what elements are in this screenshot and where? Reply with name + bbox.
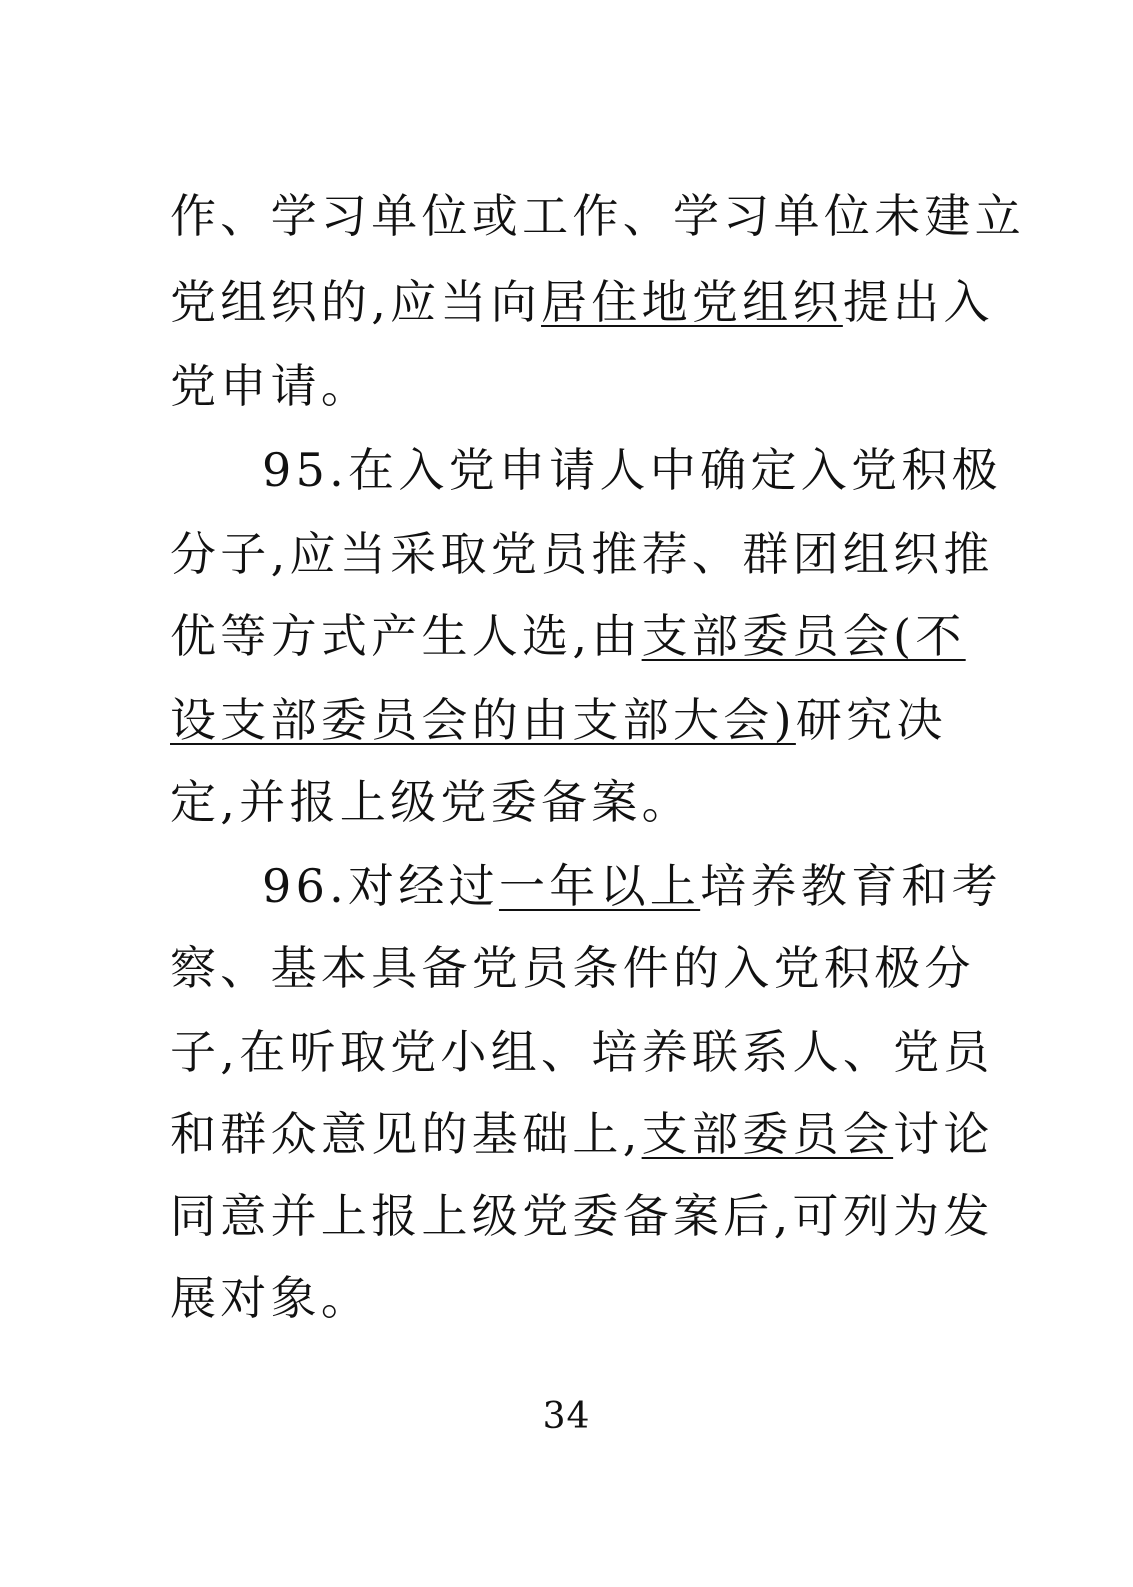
paragraph-line (170, 938, 975, 998)
text-segment: 子,在听取党小组、培养联系人、党员 (170, 1025, 994, 1079)
article-96-first-line (262, 856, 1002, 916)
text-segment: 96.对经过 (262, 859, 499, 913)
underlined-term: 一年以上 (498, 859, 701, 913)
paragraph-line (170, 524, 994, 584)
paragraph-line (170, 356, 955, 416)
underlined-term: 支部委员会(不 (641, 609, 966, 663)
text-segment: 展对象。 (170, 1271, 372, 1325)
underlined-term: 支部委员会 (641, 1107, 894, 1161)
paragraph-line (170, 772, 955, 832)
paragraph-line (170, 690, 955, 750)
text-segment: 同意并上报上级党委备案后,可列为发 (170, 1189, 994, 1243)
text-segment: 党申请。 (170, 359, 372, 413)
page-number: 34 (542, 1396, 591, 1437)
text-segment: 提出入 (842, 275, 994, 329)
paragraph-line (170, 186, 1026, 246)
text-segment: 分子,应当采取党员推荐、群团组织推 (170, 527, 994, 581)
text-segment: 研究决 (795, 693, 947, 747)
paragraph-line (170, 1186, 994, 1246)
text-segment: 定,并报上级党委备案。 (170, 775, 692, 829)
underlined-term: 居住地党组织 (541, 275, 843, 329)
underlined-term: 设支部委员会的由支部大会) (170, 693, 796, 747)
text-segment: 优等方式产生人选,由 (170, 609, 642, 663)
paragraph-line (170, 272, 994, 332)
text-segment: 作、学习单位或工作、学习单位未建立 (170, 189, 1026, 243)
paragraph-line (170, 606, 966, 666)
text-segment: 和群众意见的基础上, (170, 1107, 642, 1161)
paragraph-line (170, 1104, 994, 1164)
paragraph-line (170, 1268, 955, 1328)
article-95-first-line (262, 440, 1002, 500)
text-segment: 党组织的,应当向 (170, 275, 542, 329)
text-segment: 95.在入党申请人中确定入党积极 (262, 443, 1002, 497)
text-segment: 讨论 (893, 1107, 994, 1161)
text-segment: 培养教育和考 (700, 859, 1002, 913)
text-segment: 察、基本具备党员条件的入党积极分 (170, 941, 975, 995)
paragraph-line (170, 1022, 994, 1082)
